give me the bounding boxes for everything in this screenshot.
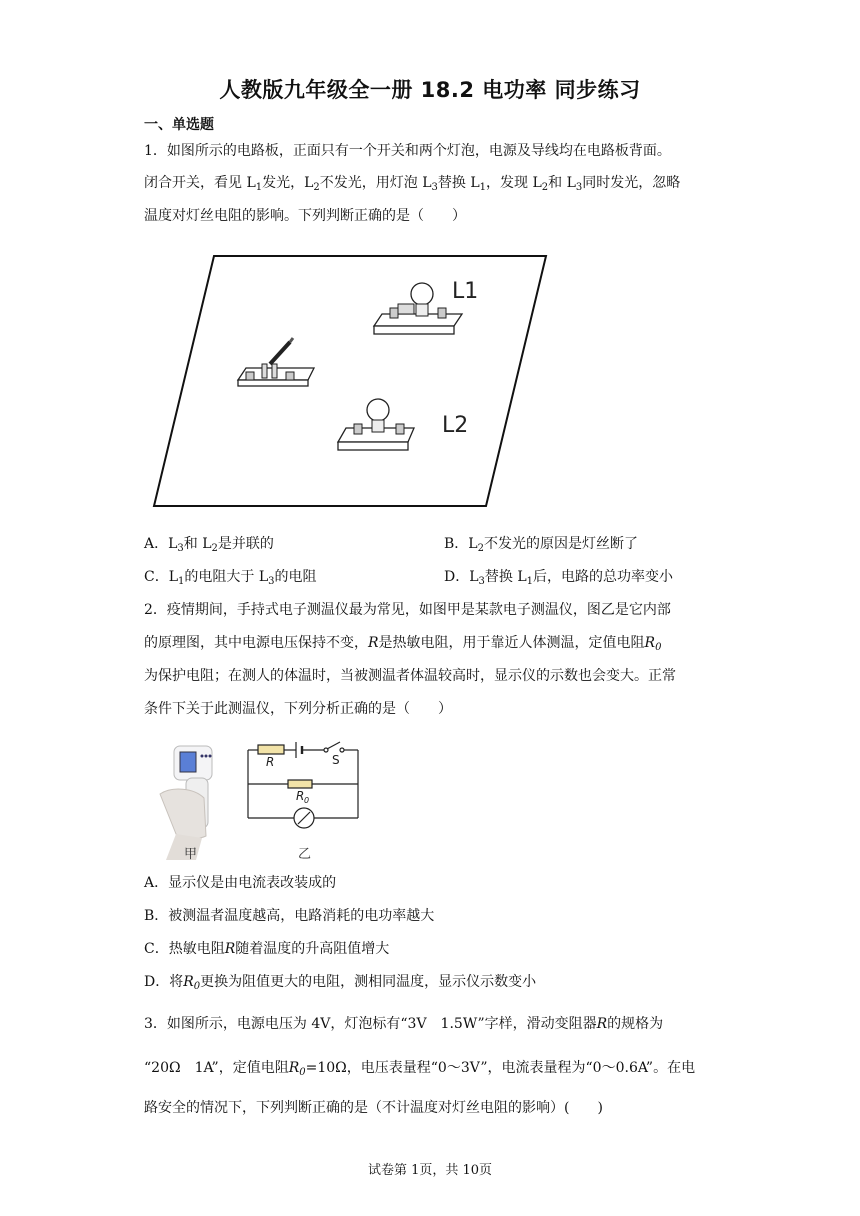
q2-option-b: B．被测温者温度越高，电路消耗的电功率越大 xyxy=(144,908,435,924)
q1-option-b: B．$L_2$不发光的原因是灯丝断了 xyxy=(444,536,638,554)
q1-line-1: 1．如图所示的电路板，正面只有一个开关和两个灯泡，电源及导线均在电路板背面。 xyxy=(144,143,671,159)
hand-thermometer-icon xyxy=(160,746,212,860)
section-heading: 一、单选题 xyxy=(144,117,214,133)
q1-line-2: 闭合开关，看见 $L_1$发光，$L_2$不发光，用灯泡 $L_3$替换 $L_1$，发现 $L_2$和 $L_3$同时发光，忽略 xyxy=(144,175,681,193)
q3-line-2: “20Ω 1A”，定值电阻$R_0=10\Omega$，电压表量程“0～3V”，电流表量程为“0～0.6A”。在电 xyxy=(144,1060,696,1078)
fig-s-label: S xyxy=(332,753,340,767)
q3-line-1: 3．如图所示，电源电压为 4V，灯泡标有“3V 1.5W”字样，滑动变阻器R的规格为 xyxy=(144,1016,664,1032)
q2-line-2: 的原理图，其中电源电压保持不变，R是热敏电阻，用于靠近人体测温，定值电阻$R_0$ xyxy=(144,635,662,653)
fig-r0-label: R xyxy=(296,789,305,803)
q1-option-a: A．$L_3$和 $L_2$是并联的 xyxy=(144,536,274,554)
q2-option-a: A．显示仪是由电流表改装成的 xyxy=(144,875,337,891)
q2-option-d: D．将$R_0$更换为阻值更大的电阻，测相同温度，显示仪示数变小 xyxy=(144,974,537,992)
q2-line-3: 为保护电阻；在测人的体温时，当被测温者体温较高时，显示仪的示数也会变大。正常 xyxy=(144,668,676,684)
q2-line-1: 2．疫情期间，手持式电子测温仪最为常见，如图甲是某款电子测温仪，图乙是它内部 xyxy=(144,602,671,618)
l1-label: L1 xyxy=(452,279,479,304)
q1-line-3: 温度对灯丝电阻的影响。下列判断正确的是（ ） xyxy=(144,208,466,224)
q1-option-c: C．$L_1$的电阻大于 $L_3$的电阻 xyxy=(144,569,317,587)
fig-yi-label: 乙 xyxy=(298,847,312,862)
q2-option-c: C．热敏电阻R随着温度的升高阻值增大 xyxy=(144,941,390,957)
q2-line-4: 条件下关于此测温仪，下列分析正确的是（ ） xyxy=(144,701,452,717)
page-footer: 试卷第 1页，共 10页 xyxy=(367,1163,493,1178)
q2-thermometer-figure xyxy=(146,738,220,862)
q1-circuit-board-figure xyxy=(150,252,550,510)
fig-jia-label: 甲 xyxy=(184,847,198,862)
fig-r-label: R xyxy=(266,755,275,769)
l2-label: L2 xyxy=(442,413,469,438)
q3-line-3: 路安全的情况下，下列判断正确的是（不计温度对灯丝电阻的影响）( ) xyxy=(144,1100,603,1116)
q2-circuit-diagram xyxy=(240,738,366,862)
page-title: 人教版九年级全一册 18.2 电功率 同步练习 xyxy=(219,78,641,102)
q1-option-d: D．$L_3$替换 $L_1$后，电路的总功率变小 xyxy=(444,569,674,587)
fig-r0-sub: 0 xyxy=(304,796,310,805)
